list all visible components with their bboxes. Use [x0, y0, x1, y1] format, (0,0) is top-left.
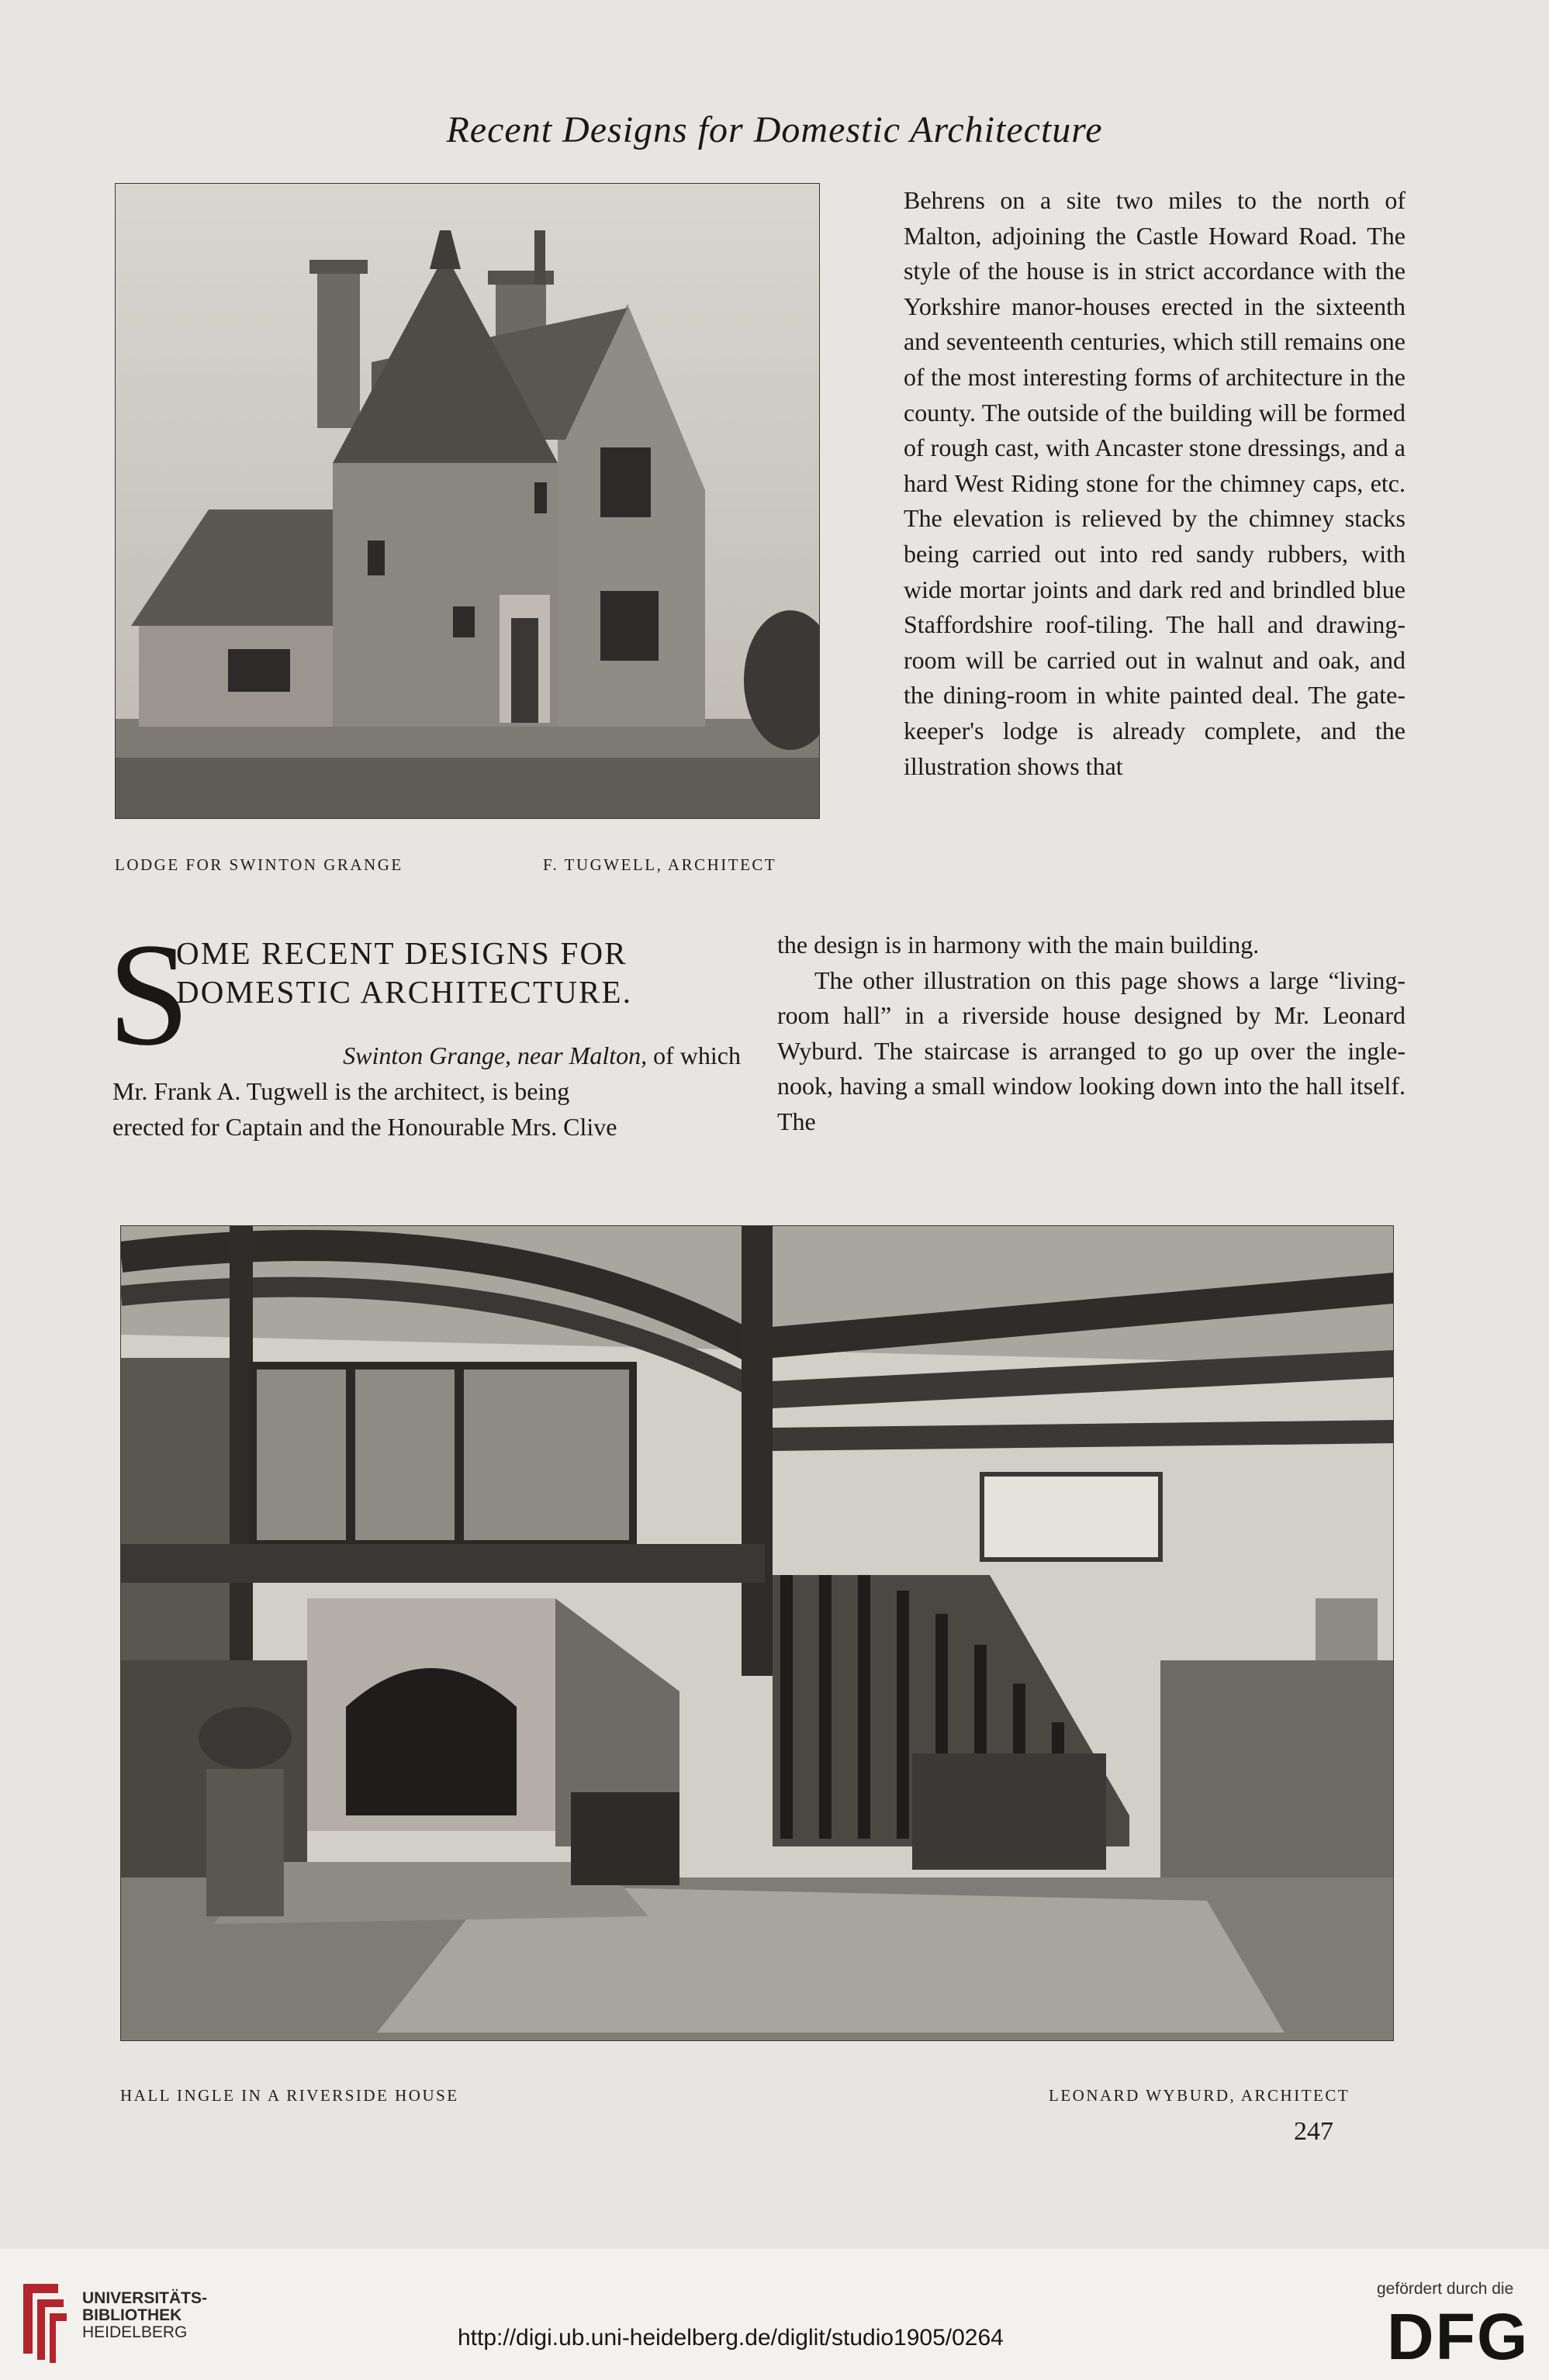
- article-body-line-1: [226, 1038, 741, 1074]
- hall-caption-architect: LEONARD WYBURD, ARCHITECT: [1049, 2086, 1350, 2105]
- article-body-italic: Swinton Grange, near Malton,: [343, 1041, 648, 1069]
- article-body-line-3: erected for Captain and the Honourable Mrs. Clive: [112, 1113, 617, 1141]
- lodge-caption-architect: F. TUGWELL, ARCHITECT: [543, 855, 777, 874]
- article-body-line-2: Mr. Frank A. Tugwell is the architect, is being: [112, 1077, 570, 1105]
- running-head: Recent Designs for Domestic Architecture: [446, 109, 1103, 150]
- hall-ingle-illustration: [120, 1225, 1394, 2041]
- right-column-top-text: [904, 183, 1406, 784]
- headline-line-2: DOMESTIC ARCHITECTURE.: [176, 974, 633, 1010]
- lodge-caption-title: LODGE FOR SWINTON GRANGE: [115, 855, 403, 874]
- page-number: 247: [1294, 2117, 1333, 2146]
- funder-label: gefördert durch die: [1377, 2280, 1514, 2298]
- drop-cap: S: [108, 914, 190, 1076]
- library-name-line-3: HEIDELBERG: [82, 2323, 188, 2341]
- right-column-top-paragraph: Behrens on a site two miles to the north of Malton, adjoining the Castle Howard Road. The style of the house is in strict accordance with the Yorkshire manor-houses erected in the sixteenth and seventeenth centuries, which still remains one of the most interesting forms of architecture in the county. The outside of the building will be formed of rough cast, with Ancaster stone dressings, and a hard West Riding stone for the chimney caps, etc. The elevation is relieved by the chimney stacks being carried out into red sandy rubbers, with wide mortar joints and dark red and brindled blue Staffordshire roof-tiling. The hall and drawing-room will be carried out in walnut and oak, and the dining-room in white painted deal. The gate-keeper's lodge is already complete, and the illustration shows that: [904, 186, 1406, 780]
- library-logo-icon: [16, 2276, 70, 2365]
- article-left-column: [108, 914, 741, 1141]
- source-url-link[interactable]: http://digi.ub.uni-heidelberg.de/diglit/studio1905/0264: [458, 2325, 1004, 2351]
- library-name-line-2: BIBLIOTHEK: [82, 2306, 182, 2324]
- headline-line-1: OME RECENT DESIGNS FOR: [176, 935, 628, 971]
- hall-caption-title: HALL INGLE IN A RIVERSIDE HOUSE: [120, 2086, 459, 2105]
- lodge-photograph: [115, 183, 820, 819]
- article-headline: [176, 934, 741, 1011]
- library-name: [82, 2290, 207, 2341]
- library-name-line-1: UNIVERSITÄTS-: [82, 2289, 208, 2307]
- dfg-logo: DFG: [1387, 2300, 1530, 2373]
- footer-bar: [0, 2249, 1549, 2380]
- article-body-line-1-rest: of which: [647, 1041, 741, 1069]
- right-column-bottom-paragraph-2: The other illustration on this page shows a large “living-room hall” in a riverside house designed by Mr. Leonard Wyburd. The staircase is arranged to go up over the ingle-nook, having a small window looking down into the hall itself. The: [777, 965, 1406, 1135]
- right-column-bottom-text: [777, 927, 1406, 1140]
- right-column-bottom-paragraph-1: the design is in harmony with the main building.: [777, 931, 1260, 959]
